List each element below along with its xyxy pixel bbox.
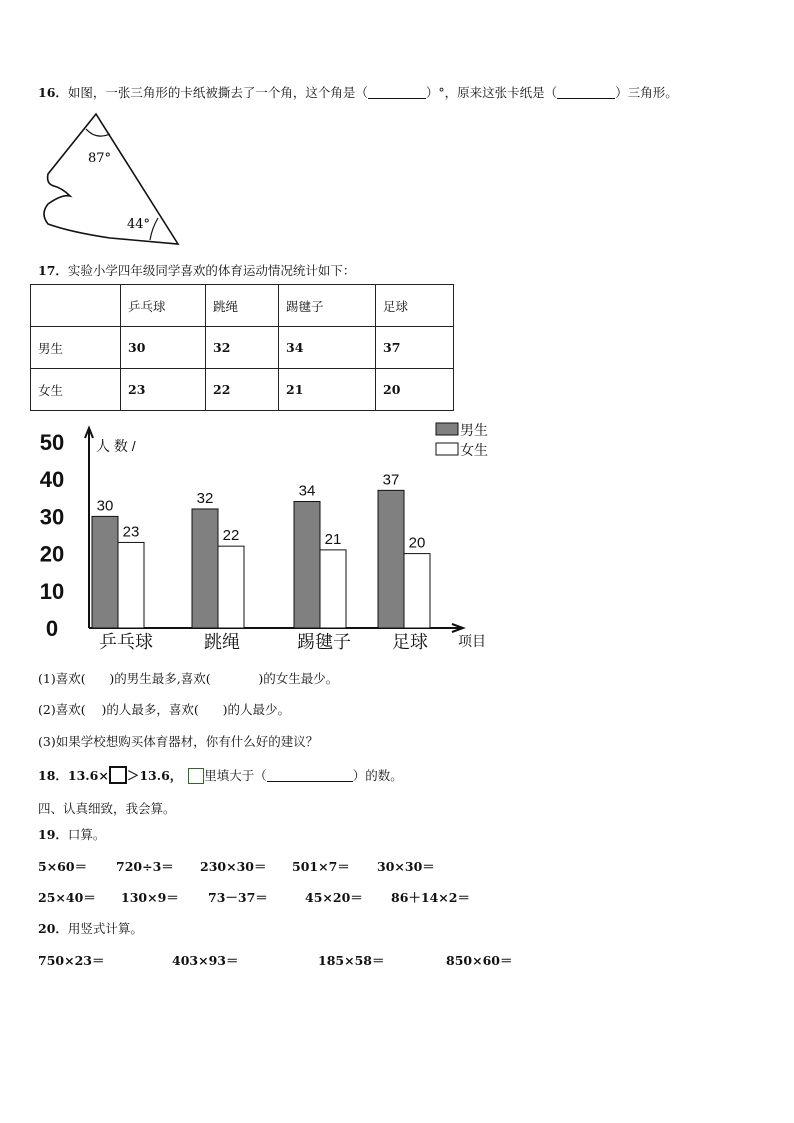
vertical-calc-item: 750×23＝	[38, 953, 105, 968]
bar-girls	[218, 546, 244, 628]
y-tick-label: 30	[39, 504, 65, 530]
q16-text-c: ）三角形。	[615, 85, 678, 100]
sports-stats-table	[30, 284, 454, 411]
bar-value-label: 23	[122, 523, 140, 541]
mental-math-item: 501×7＝	[292, 859, 350, 874]
q17-sub1: (1)喜欢( )的男生最多,喜欢( )的女生最少。	[38, 671, 339, 686]
table-header-cell: 足球	[376, 285, 454, 327]
table-header-cell: 跳绳	[206, 285, 279, 327]
q17-sub3: (3)如果学校想购买体育器材，你有什么好的建议？	[38, 734, 319, 749]
table-cell: 34	[279, 327, 376, 369]
vertical-calc-item: 185×58＝	[318, 953, 385, 968]
top-angle-label: 87°	[88, 151, 112, 166]
table-header-cell: 踢毽子	[279, 285, 376, 327]
table-cell: 20	[376, 369, 454, 411]
q16-number: 16．	[38, 85, 68, 100]
y-tick-label: 10	[39, 578, 65, 604]
x-category-label: 踢毽子	[297, 632, 351, 653]
legend-swatch	[436, 443, 458, 455]
q16-type-blank[interactable]	[557, 86, 615, 99]
mental-math-item: 45×20＝	[305, 890, 363, 905]
bar-girls	[404, 554, 430, 628]
q17-intro: 实验小学四年级同学喜欢的体育运动情况统计如下：	[67, 263, 356, 278]
vertical-calc-item: 403×93＝	[172, 953, 239, 968]
bar-girls	[320, 550, 346, 628]
q18-blank[interactable]	[267, 769, 353, 782]
table-cell: 30	[121, 327, 206, 369]
bottom-angle-label: 44°	[127, 217, 151, 232]
table-row	[31, 327, 454, 369]
section-four-heading: 四、认真细致，我会算。	[38, 801, 176, 816]
table-row-label: 男生	[31, 327, 121, 369]
vertical-calc-item: 850×60＝	[446, 953, 513, 968]
y-tick-label: 40	[39, 467, 65, 493]
legend-swatch	[436, 423, 458, 435]
triangle-outline	[44, 114, 178, 244]
q19-number: 19．	[38, 827, 68, 842]
bar-value-label: 37	[382, 471, 400, 489]
bar-value-label: 20	[408, 534, 426, 552]
q20-number: 20．	[38, 921, 68, 936]
y-tick-label: 20	[39, 541, 65, 567]
mental-math-item: 130×9＝	[121, 890, 179, 905]
bottom-angle-arc	[150, 218, 158, 240]
q19-stem	[38, 825, 105, 843]
q16-text-a: 如图，一张三角形的卡纸被撕去了一个角，这个角是（	[67, 85, 368, 100]
bar-value-label: 32	[196, 489, 214, 507]
y-tick-label: 50	[39, 430, 65, 455]
q16-stem	[38, 83, 678, 101]
x-category-label: 跳绳	[204, 632, 240, 653]
bar-value-label: 22	[222, 527, 240, 545]
q18-text-b: ＞13.6，	[126, 768, 183, 783]
bar-boys	[192, 509, 218, 628]
x-category-label: 乒乓球	[99, 632, 153, 653]
mental-math-item: 86＋14×2＝	[391, 890, 470, 905]
legend-label: 男生	[460, 422, 488, 438]
q18-stem	[38, 766, 403, 784]
table-cell: 21	[279, 369, 376, 411]
answer-box[interactable]	[109, 766, 127, 784]
mental-math-item: 5×60＝	[38, 859, 88, 874]
q17-number: 17．	[38, 263, 68, 278]
bar-value-label: 21	[324, 530, 342, 548]
y-axis-label: 人 数 /	[96, 438, 136, 454]
mental-math-item: 720÷3＝	[116, 859, 174, 874]
q20-title: 用竖式计算。	[67, 921, 143, 936]
table-header-cell: 乒乓球	[121, 285, 206, 327]
table-cell: 23	[121, 369, 206, 411]
bar-boys	[294, 502, 320, 628]
table-cell: 22	[206, 369, 279, 411]
answer-box-reference	[188, 768, 204, 784]
q18-text-a: 13.6×	[67, 768, 109, 783]
mental-math-item: 73－37＝	[208, 890, 268, 905]
bar-girls	[118, 542, 144, 628]
q16-angle-blank[interactable]	[368, 86, 426, 99]
q17-stem	[38, 261, 355, 279]
table-row	[31, 369, 454, 411]
table-cell: 37	[376, 327, 454, 369]
q19-title: 口算。	[67, 827, 106, 842]
mental-math-item: 230×30＝	[200, 859, 267, 874]
torn-triangle-figure	[40, 110, 190, 250]
q18-text-d: ）的数。	[352, 768, 403, 783]
sports-bar-chart	[30, 418, 500, 658]
table-header-row	[31, 285, 454, 327]
x-axis-label: 项目	[458, 633, 486, 649]
q17-sub2: (2)喜欢( )的人最多，喜欢( )的人最少。	[38, 702, 290, 717]
mental-math-item: 30×30＝	[377, 859, 435, 874]
legend-label: 女生	[460, 442, 488, 458]
table-row-label: 女生	[31, 369, 121, 411]
y-tick-label: 0	[45, 616, 59, 641]
table-header-cell	[31, 285, 121, 327]
q16-text-b: ）°，原来这张卡纸是（	[425, 85, 558, 100]
table-cell: 32	[206, 327, 279, 369]
bar-boys	[92, 516, 118, 628]
bar-value-label: 30	[96, 497, 114, 515]
q18-number: 18．	[38, 768, 68, 783]
q18-text-c: 里填大于（	[204, 768, 267, 783]
x-category-label: 足球	[392, 632, 428, 653]
q20-stem	[38, 919, 143, 937]
bar-value-label: 34	[298, 482, 316, 500]
bar-boys	[378, 490, 404, 628]
mental-math-item: 25×40＝	[38, 890, 96, 905]
